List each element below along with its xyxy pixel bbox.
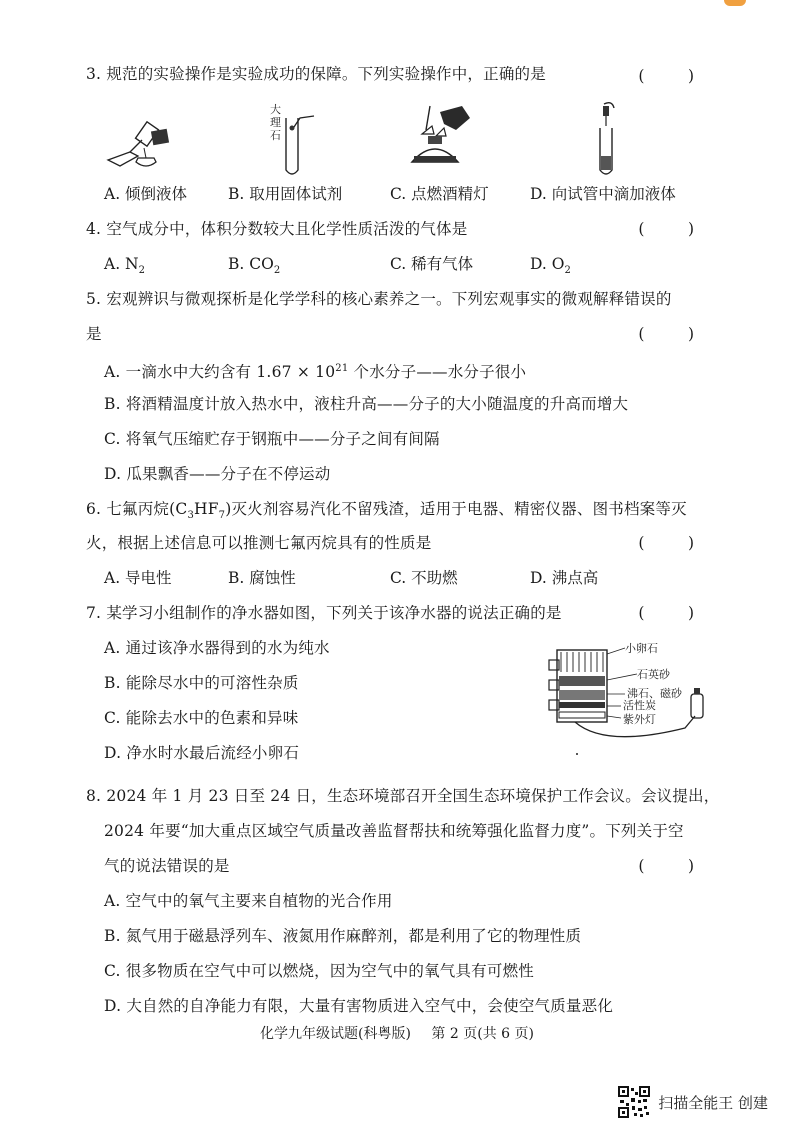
q6-option-b: B. 腐蚀性 xyxy=(228,569,296,587)
q4-option-d: D. $O_2$ xyxy=(530,255,571,277)
water-purifier-figure xyxy=(545,638,725,758)
scanner-watermark xyxy=(618,1085,768,1119)
q4-answer-paren: ( ) xyxy=(638,220,708,238)
q4-stem: 4. 空气成分中，体积分数较大且化学性质活泼的气体是 xyxy=(86,220,468,238)
q8-answer-paren: ( ) xyxy=(638,857,708,875)
q7-option-b: B. 能除尽水中的可溶性杂质 xyxy=(104,674,299,692)
q7-stem: 7. 某学习小组制作的净水器如图，下列关于该净水器的说法正确的是 xyxy=(86,604,562,622)
q6-option-a: A. 导电性 xyxy=(104,569,172,587)
q5-stem: 5. 宏观辨识与微观探析是化学学科的核心素养之一。下列宏观事实的微观解释错误的 xyxy=(86,290,672,308)
q8-stem-cont-2: 气的说法错误的是 xyxy=(104,857,230,875)
quartz-sand-label: 石英砂 xyxy=(637,668,670,681)
q8-option-c: C. 很多物质在空气中可以燃烧，因为空气中的氧气具有可燃性 xyxy=(104,962,534,980)
q3-option-a: A. 倾倒液体 xyxy=(104,185,188,203)
q7-option-d: D. 净水时水最后流经小卵石 xyxy=(104,744,300,762)
q6-stem-cont: 火，根据上述信息可以推测七氟丙烷具有的性质是 xyxy=(86,534,432,552)
q8-option-a: A. 空气中的氧气主要来自植物的光合作用 xyxy=(104,892,393,910)
solid-reagent-figure xyxy=(270,100,330,180)
q4-option-b: B. $CO_2$ xyxy=(228,255,281,277)
q4-option-c: C. 稀有气体 xyxy=(390,255,474,273)
q7-option-c: C. 能除去水中的色素和异味 xyxy=(104,709,299,727)
q8-stem-cont: 2024 年要“加大重点区域空气质量改善监督帮扶和统筹强化监督力度”。下列关于空 xyxy=(104,822,684,840)
q5-option-a: A. 一滴水中大约含有 $1.67 \times 10^{21}$ 个水分子——水分子很小 xyxy=(104,363,527,382)
q4-option-a: A. $N_2$ xyxy=(104,255,145,277)
footer-subject: 化学九年级试题(科粤版) xyxy=(260,1026,411,1042)
scanner-watermark-text: 扫描全能王 创建 xyxy=(658,1093,768,1112)
q5-answer-paren: ( ) xyxy=(638,325,708,343)
pebble-label: 小卵石 xyxy=(625,642,658,655)
q5-option-b: B. 将酒精温度计放入热水中，液柱升高——分子的大小随温度的升高而增大 xyxy=(104,395,629,413)
marble-label-3: 石 xyxy=(270,129,281,142)
zeolite-label: 沸石、磁砂 xyxy=(627,687,682,700)
q6-answer-paren: ( ) xyxy=(638,534,708,552)
q7-answer-paren: ( ) xyxy=(638,604,708,622)
q3-figures xyxy=(100,100,720,180)
pouring-liquid-figure xyxy=(100,100,190,178)
footer-page-number: 第 2 页(共 6 页) xyxy=(431,1026,534,1042)
activated-carbon-label: 活性炭 xyxy=(623,699,656,712)
q8-stem: 8. 2024 年 1 月 23 日至 24 日，生态环境部召开全国生态环境保护工作会议。会议提出， xyxy=(86,787,720,805)
q3-answer-paren: ( ) xyxy=(638,67,708,85)
q6-option-d: D. 沸点高 xyxy=(530,569,599,587)
q6-option-c: C. 不助燃 xyxy=(390,569,458,587)
alcohol-lamp-figure xyxy=(400,100,480,180)
uv-lamp-label: 紫外灯 xyxy=(623,713,656,726)
qr-code-icon xyxy=(618,1086,650,1118)
q7-option-a: A. 通过该净水器得到的水为纯水 xyxy=(104,639,330,657)
q3-option-d: D. 向试管中滴加液体 xyxy=(530,185,676,203)
page-footer xyxy=(0,1025,794,1043)
corner-mark xyxy=(724,0,746,6)
q6-stem: 6. 七氟丙烷$(C_3HF_7)$灭火剂容易汽化不留残渣，适用于电器、精密仪器、图书档案等灭 xyxy=(86,500,687,522)
q5-stem-cont: 是 xyxy=(86,325,102,343)
dropper-figure xyxy=(590,100,630,180)
q8-option-d: D. 大自然的自净能力有限，大量有害物质进入空气中，会使空气质量恶化 xyxy=(104,997,614,1015)
q3-option-b: B. 取用固体试剂 xyxy=(228,185,343,203)
marble-label-2: 理 xyxy=(270,116,281,129)
q3-stem: 3. 规范的实验操作是实验成功的保障。下列实验操作中，正确的是 xyxy=(86,65,546,83)
q8-option-b: B. 氮气用于磁悬浮列车、液氮用作麻醉剂，都是利用了它的物理性质 xyxy=(104,927,582,945)
marble-label-1: 大 xyxy=(270,103,281,116)
q5-option-c: C. 将氧气压缩贮存于钢瓶中——分子之间有间隔 xyxy=(104,430,440,448)
q3-option-c: C. 点燃酒精灯 xyxy=(390,185,489,203)
q5-option-d: D. 瓜果飘香——分子在不停运动 xyxy=(104,465,331,483)
